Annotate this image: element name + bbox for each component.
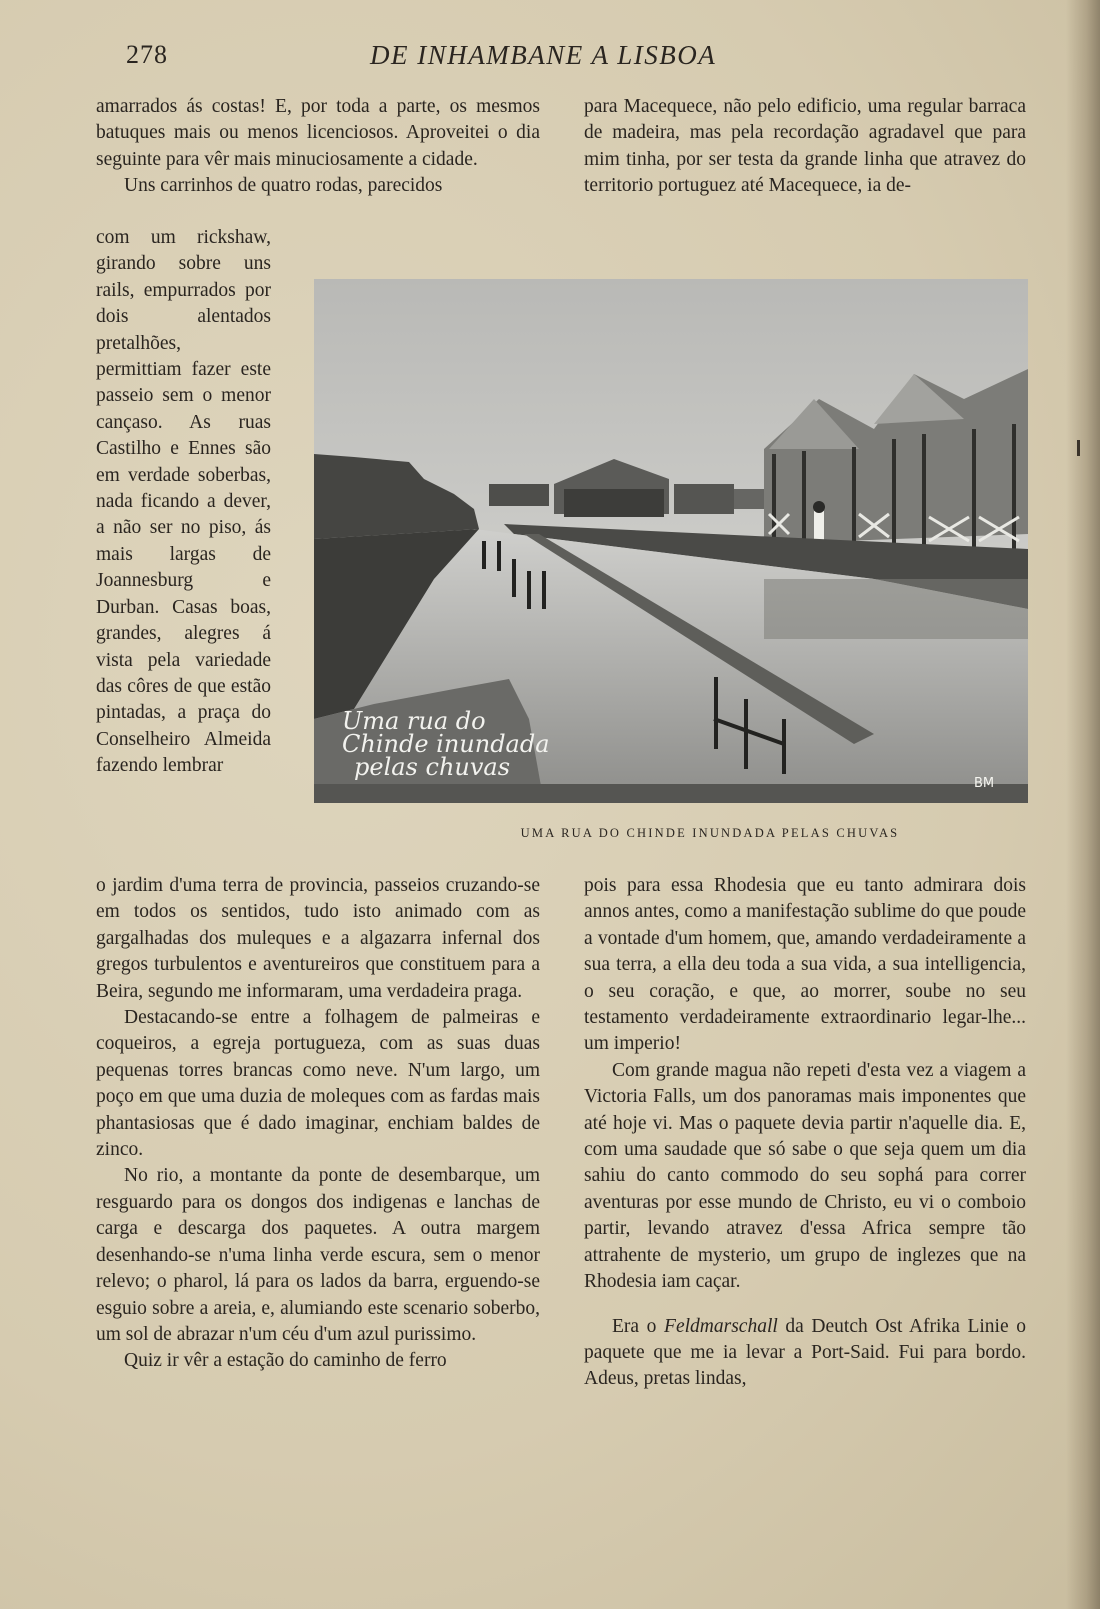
handwritten-line: Chinde inundada <box>342 730 550 758</box>
margin-mark <box>1077 440 1080 456</box>
photo-bottom-edge <box>314 784 1028 803</box>
ship-name: Feldmarschall <box>664 1315 778 1337</box>
running-title: DE INHAMBANE A LISBOA <box>370 40 717 70</box>
reflection <box>764 579 1028 639</box>
photographer-signature: BM <box>974 776 995 791</box>
running-head <box>0 40 1100 76</box>
right-column-bottom <box>584 873 1026 1393</box>
left-column-top <box>96 94 540 200</box>
page-edge-shadow <box>1066 0 1100 1609</box>
paragraph: amarrados ás costas! E, por toda a parte, os mesmos batuques mais ou menos licenciosos. Aproveitei o dia seguinte para vêr mais minuciosamente a cidade. <box>96 96 540 170</box>
right-column-top <box>584 94 1026 200</box>
paragraph: para Macequece, não pelo edificio, uma regular barraca de madeira, mas pela recordação agradavel que para mim tinha, por ser testa da grande linha que atravez do territorio portuguez até Macequece, ia de- <box>584 96 1026 197</box>
text-run: Era o <box>612 1315 665 1337</box>
paragraph: Com grande magua não repeti d'esta vez a viagem a Victoria Falls, um dos panoramas mais imponentes que até hoje vi. Mas o paquete devia partir n'aquelle dia. E, com uma saudade que só sabe o que seja quem um dia sahiu do canto commodo do seu sophá para correr aventuras por esse mundo de Christo, eu vi o comboio partir, levando atravez d'essa Africa sempre tão attrahente de mysterio, um grupo de inglezes que na Rhodesia iam caçar. <box>584 1059 1026 1293</box>
paragraph: Destacando-se entre a folhagem de palmeiras e coqueiros, a egreja portugueza, com as suas duas pequenas torres brancas como neve. N'um largo, um poço em que uma duzia de moleques com as fardas mais phantasiosas que é dado imaginar, enchiam baldes de zinco. <box>96 1007 540 1161</box>
handwritten-line: Uma rua do <box>342 707 486 735</box>
paragraph: Uns carrinhos de quatro rodas, parecidos <box>124 175 443 197</box>
section-gap <box>584 1296 1026 1314</box>
paragraph: pois para essa Rhodesia que eu tanto admirara dois annos antes, como a manifestação sublime do que poude a vontade d'um homem, que, amando verdadeiramente a sua terra, a ella deu toda a sua vida, a sua intelligencia, o seu coração, e que, ao morrer, soube no seu testamento verdadeiramente extraordinario legar-lhe... um imperio! <box>584 875 1026 1055</box>
figure-head <box>813 501 825 513</box>
paragraph: Quiz ir vêr a estação do caminho de ferro <box>124 1350 447 1372</box>
left-column-bottom <box>96 873 540 1375</box>
text-run: da Deutch Ost Afrika Linie o paquete que me ia levar a Port-Said. Fui para bordo. Adeus, pretas lindas, <box>584 1315 1026 1390</box>
distant-building <box>489 484 549 506</box>
distant-building <box>674 484 734 514</box>
page-number: 278 <box>126 40 168 69</box>
paragraph-last <box>584 1314 1026 1393</box>
photo-caption: UMA RUA DO CHINDE INUNDADA PELAS CHUVAS <box>520 826 900 840</box>
distant-building <box>564 489 664 517</box>
paragraph: com um rickshaw, girando sobre uns rails, empurrados por dois alentados pretalhões, permittiam fazer este passeio sem o menor cançaso. As ruas Castilho e Ennes são em verdade soberbas, nada ficando a dever, a não ser no piso, ás mais largas de Joannesburg e Durban. Casas boas, grandes, alegres á vista pela variedade das côres de que estão pintadas, a praça do Conselheiro Almeida fazendo lembrar <box>96 227 271 777</box>
photo-illustration <box>314 279 1028 803</box>
paragraph: No rio, a montante da ponte de desembarque, um resguardo para os dongos dos indigenas e lanchas de carga e descarga dos paquetes. A outra margem desenhando-se n'uma linha verde escura, sem o menor relevo; o pharol, lá para os lados da barra, erguendo-se esguio sobre a areia, e, alumiando este scenario soberbo, um sol de abrazar n'um céu d'um azul purissimo. <box>96 1165 540 1345</box>
paragraph: o jardim d'uma terra de provincia, passeios cruzando-se em todos os sentidos, tudo isto animado com as gargalhadas dos muleques e a algazarra infernal dos gregos turbulentos e aventureiros que constituem para a Beira, segundo me informaram, uma verdadeira praga. <box>96 875 540 1002</box>
photograph-flooded-street <box>314 279 1028 803</box>
left-column-wrap <box>96 225 271 780</box>
handwritten-line: pelas chuvas <box>354 753 511 781</box>
